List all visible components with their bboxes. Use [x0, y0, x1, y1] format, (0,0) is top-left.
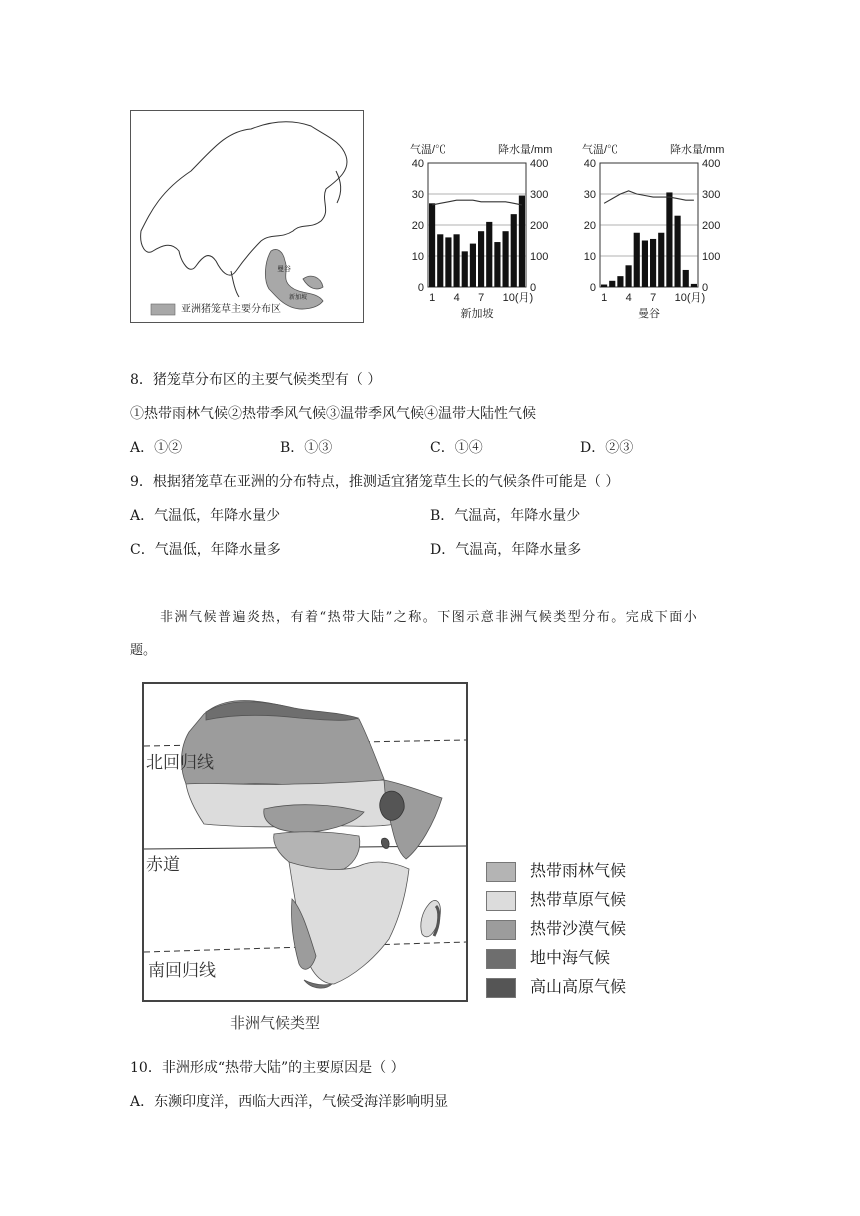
precip-tick-label: 300: [702, 189, 721, 201]
legend-swatch-desert: [486, 920, 516, 940]
africa-map: [142, 682, 468, 1002]
legend-item-mediterranean: 地中海气候: [486, 949, 610, 971]
precip-bar: [691, 284, 697, 287]
q9-stem: 9．根据猪笼草在亚洲的分布特点，推测适宜猪笼草生长的气候条件可能是（ ）: [130, 474, 620, 490]
africa-map-caption: 非洲气候类型: [230, 1015, 321, 1032]
legend-swatch-savanna: [486, 891, 516, 911]
precip-bar: [658, 233, 664, 287]
precip-bar: [437, 234, 443, 287]
legend-item-highland: 高山高原气候: [486, 978, 626, 1000]
tropic-north-label: 北回归线: [146, 753, 214, 772]
q9-option-c[interactable]: C．气温低，年降水量多: [130, 542, 281, 558]
asia-map-drawing: [131, 111, 363, 322]
precip-tick-label: 0: [530, 282, 537, 294]
precip-bar: [462, 251, 468, 287]
q8-option-b[interactable]: B．①③: [280, 440, 333, 456]
temp-tick-label: 0: [417, 282, 424, 294]
q8-option-d[interactable]: D．②③: [580, 440, 634, 456]
precip-bar: [609, 281, 615, 287]
month-tick-label: 1: [601, 292, 608, 304]
precip-tick-label: 400: [530, 158, 549, 170]
temp-tick-label: 40: [583, 158, 596, 170]
asia-legend-label: 亚洲猪笼草主要分布区: [181, 304, 281, 315]
precip-bar: [617, 276, 623, 287]
precip-tick-label: 200: [702, 220, 721, 232]
precip-tick-label: 400: [702, 158, 721, 170]
bangkok-label: 曼谷: [277, 266, 291, 273]
month-tick-label: 7: [650, 292, 657, 304]
precip-bar: [454, 234, 460, 287]
precip-bar: [478, 231, 484, 287]
equator-label: 赤道: [146, 855, 180, 874]
precip-bar: [683, 270, 689, 287]
q9-option-d[interactable]: D．气温高，年降水量多: [430, 542, 582, 558]
temp-tick-label: 10: [411, 251, 424, 263]
precip-bar: [486, 222, 492, 287]
precip-bar: [650, 239, 656, 287]
q9-option-b[interactable]: B．气温高，年降水量少: [430, 508, 581, 524]
q8-option-c[interactable]: C．①④: [430, 440, 483, 456]
legend-item-desert: 热带沙漠气候: [486, 920, 626, 942]
intro-line-2: 题。: [130, 643, 157, 658]
q8-option-a[interactable]: A．①②: [130, 440, 183, 456]
left-axis-label: 气温/℃: [410, 144, 447, 156]
singapore-label: 新加坡: [289, 295, 308, 301]
chart-title: 新加坡: [460, 308, 494, 320]
left-axis-label: 气温/℃: [582, 144, 619, 156]
temp-tick-label: 0: [589, 282, 596, 294]
chart-title: 曼谷: [638, 308, 660, 320]
temp-tick-label: 30: [583, 189, 596, 201]
singapore-climate-chart: [402, 140, 552, 325]
precip-bar: [666, 192, 672, 287]
right-axis-label: 降水量/mm: [670, 144, 725, 156]
precip-bar: [642, 241, 648, 288]
month-tick-label: 1: [429, 292, 436, 304]
precip-tick-label: 300: [530, 189, 549, 201]
temperature-line: [604, 191, 694, 203]
temperature-line: [432, 200, 522, 205]
legend-swatch-highland: [486, 978, 516, 998]
precip-bar: [626, 265, 632, 287]
temp-tick-label: 10: [583, 251, 596, 263]
month-tick-label: 10(月): [502, 292, 534, 304]
month-tick-label: 10(月): [674, 292, 706, 304]
temp-tick-label: 40: [411, 158, 424, 170]
right-axis-label: 降水量/mm: [498, 144, 552, 156]
legend-swatch-rainforest: [486, 862, 516, 882]
africa-legend: [486, 862, 686, 1004]
legend-item-rainforest: 热带雨林气候: [486, 862, 626, 884]
q8-stem: 8．猪笼草分布区的主要气候类型有（ ）: [130, 372, 382, 388]
precip-bar: [494, 242, 500, 287]
precip-tick-label: 200: [530, 220, 549, 232]
month-tick-label: 4: [453, 292, 460, 304]
precip-bar: [470, 244, 476, 287]
temp-tick-label: 20: [583, 220, 596, 232]
precip-tick-label: 0: [702, 282, 709, 294]
month-tick-label: 4: [625, 292, 632, 304]
precip-bar: [601, 285, 607, 287]
precip-bar: [634, 233, 640, 287]
q10-stem: 10．非洲形成“热带大陆”的主要原因是（ ）: [130, 1060, 405, 1076]
temp-tick-label: 20: [411, 220, 424, 232]
bangkok-climate-chart: [574, 140, 734, 325]
intro-line-1: 非洲气候普遍炎热，有着“热带大陆”之称。下图示意非洲气候类型分布。完成下面小: [160, 610, 699, 625]
month-tick-label: 7: [478, 292, 485, 304]
temp-tick-label: 30: [411, 189, 424, 201]
legend-swatch-mediterranean: [486, 949, 516, 969]
legend-item-savanna: 热带草原气候: [486, 891, 626, 913]
precip-bar: [675, 216, 681, 287]
q8-statement: ①热带雨林气候②热带季风气候③温带季风气候④温带大陆性气候: [130, 406, 536, 422]
tropic-south-label: 南回归线: [148, 961, 216, 980]
precip-bar: [429, 203, 435, 287]
q10-option-a[interactable]: A．东濒印度洋，西临大西洋，气候受海洋影响明显: [130, 1094, 449, 1110]
q9-option-a[interactable]: A．气温低，年降水量少: [130, 508, 281, 524]
asia-map: [130, 110, 364, 323]
precip-bar: [445, 237, 451, 287]
africa-map-drawing: [144, 684, 466, 1000]
precip-bar: [511, 214, 517, 287]
precip-bar: [519, 196, 525, 287]
precip-tick-label: 100: [530, 251, 549, 263]
precip-tick-label: 100: [702, 251, 721, 263]
precip-bar: [503, 231, 509, 287]
